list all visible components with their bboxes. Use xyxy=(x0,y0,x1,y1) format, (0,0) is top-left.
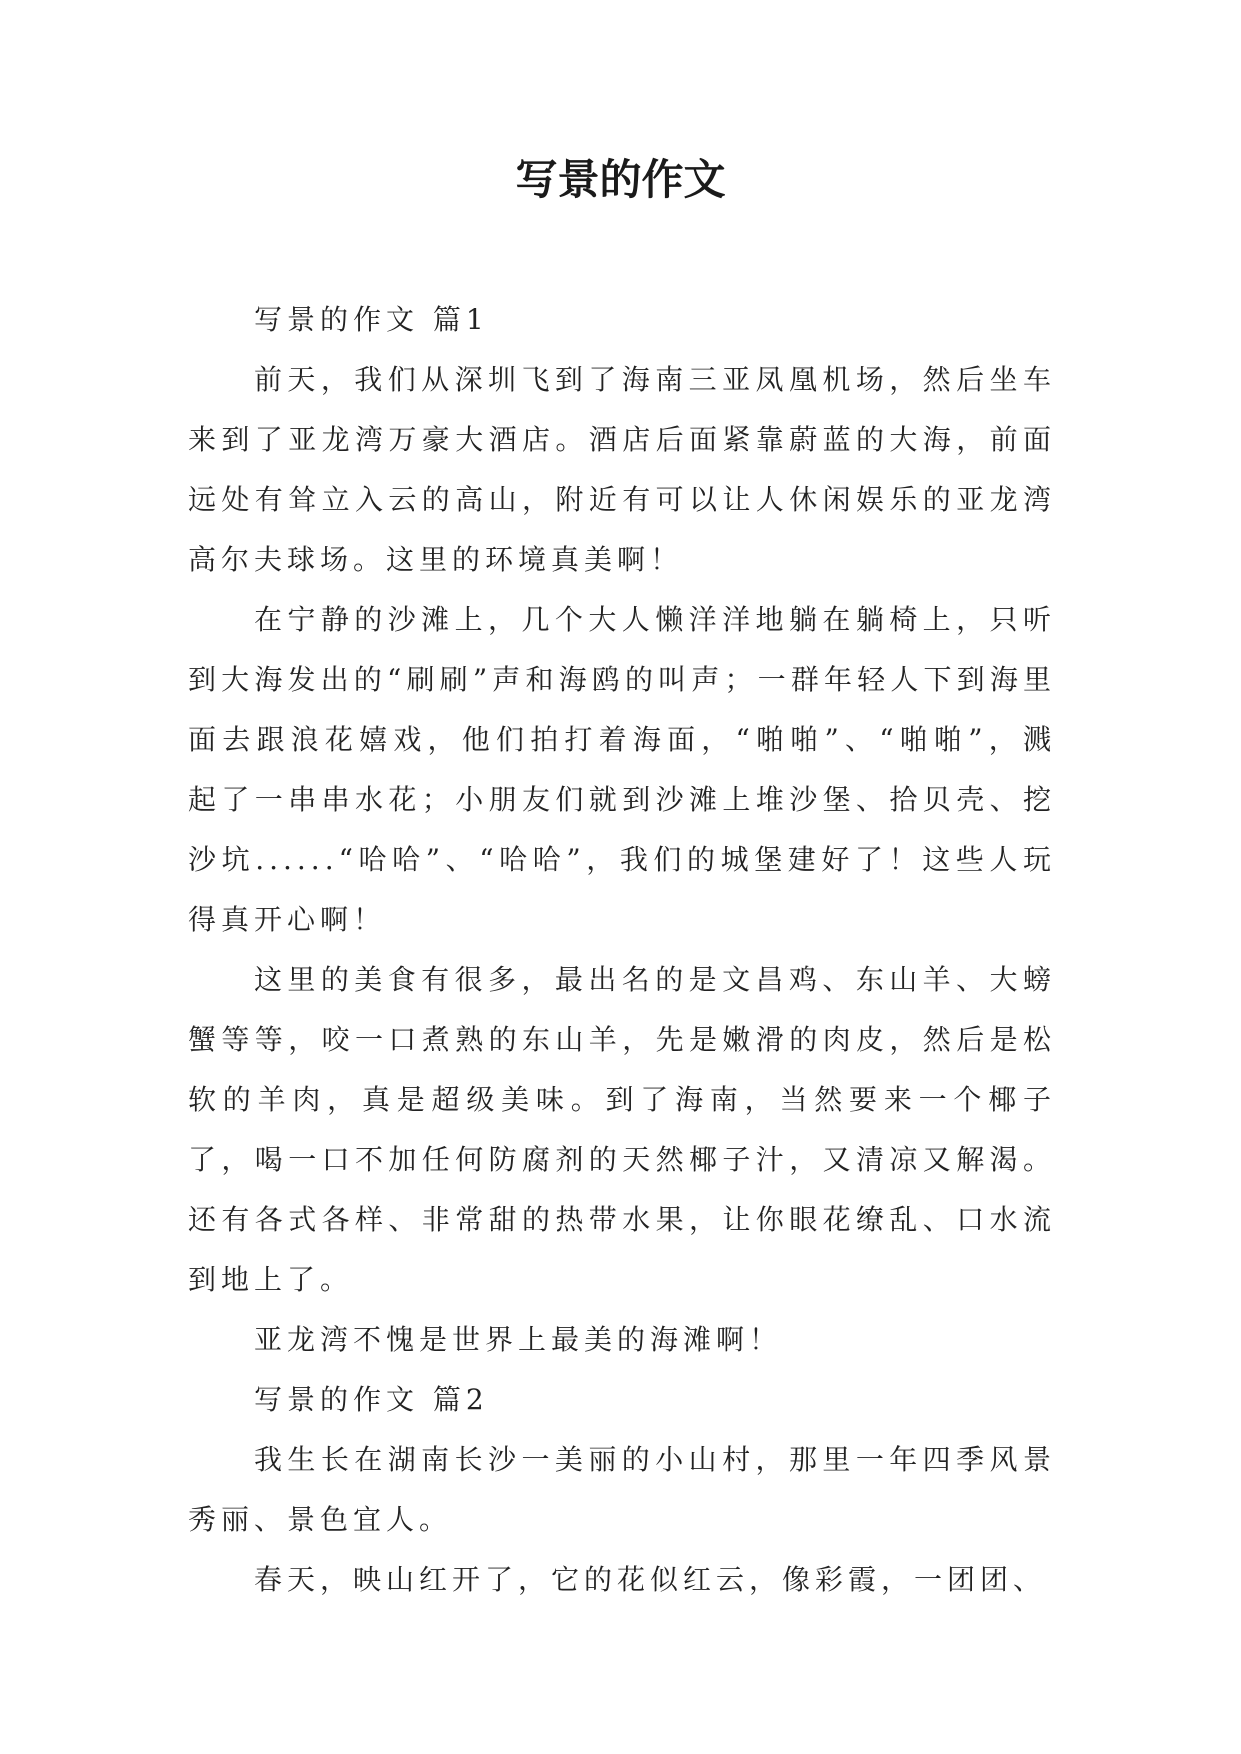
document-body xyxy=(188,290,1056,1610)
body-paragraph: 在宁静的沙滩上，几个大人懒洋洋地躺在躺椅上，只听到大海发出的“刷刷”声和海鸥的叫声；一群年轻人下到海里面去跟浪花嬉戏，他们拍打着海面，“啪啪”、“啪啪”，溅起了一串串水花；小朋友们就到沙滩上堆沙堡、拾贝壳、挖沙坑......“哈哈”、“哈哈”，我们的城堡建好了！这些人玩得真开心啊！ xyxy=(188,603,1056,936)
section-heading: 写景的作文 篇2 xyxy=(254,1383,489,1416)
document-title: 写景的作文 xyxy=(515,155,726,204)
body-paragraph: 春天，映山红开了，它的花似红云，像彩霞，一团团、 xyxy=(254,1563,1047,1596)
body-paragraph: 这里的美食有很多，最出名的是文昌鸡、东山羊、大螃蟹等等，咬一口煮熟的东山羊，先是嫩滑的肉皮，然后是松软的羊肉，真是超级美味。到了海南，当然要来一个椰子了，喝一口不加任何防腐剂的天然椰子汁，又清凉又解渴。还有各式各样、非常甜的热带水果，让你眼花缭乱、口水流到地上了。 xyxy=(188,963,1056,1296)
body-paragraph: 我生长在湖南长沙一美丽的小山村，那里一年四季风景秀丽、景色宜人。 xyxy=(188,1443,1056,1536)
body-paragraph: 前天，我们从深圳飞到了海南三亚凤凰机场，然后坐车来到了亚龙湾万豪大酒店。酒店后面紧靠蔚蓝的大海，前面远处有耸立入云的高山，附近有可以让人休闲娱乐的亚龙湾高尔夫球场。这里的环境真美啊！ xyxy=(188,363,1056,576)
body-paragraph: 亚龙湾不愧是世界上最美的海滩啊！ xyxy=(254,1323,783,1356)
section-heading: 写景的作文 篇1 xyxy=(254,303,489,336)
